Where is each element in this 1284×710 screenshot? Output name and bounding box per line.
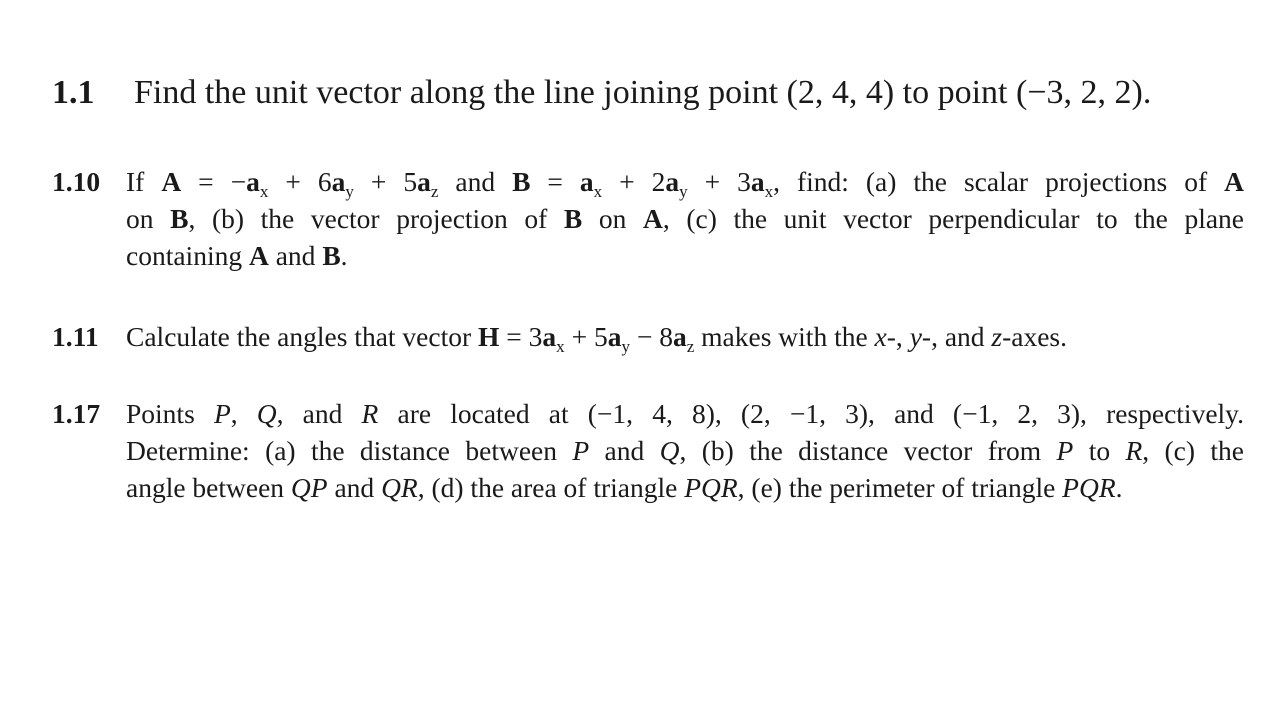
text-fragment: on bbox=[582, 203, 643, 234]
text-fragment: -axes. bbox=[1002, 321, 1068, 352]
plus-three: + 3 bbox=[687, 166, 751, 197]
problem-text bbox=[126, 318, 1244, 355]
problem-line-1 bbox=[126, 318, 1244, 355]
var-y: y bbox=[909, 321, 922, 352]
find-text: , find: (a) the scalar projections of bbox=[773, 166, 1225, 197]
unit-a: a bbox=[542, 321, 557, 352]
problem-statement: Find the unit vector along the line joining point (2, 4, 4) to point (−3, 2, 2). bbox=[134, 74, 1152, 111]
var-x: x bbox=[874, 321, 887, 352]
subscript-z: z bbox=[686, 336, 695, 356]
text-fragment: angle between bbox=[126, 472, 291, 503]
subscript-y: y bbox=[621, 336, 630, 356]
unit-a: a bbox=[246, 166, 260, 197]
text-fragment: and bbox=[589, 435, 660, 466]
text-fragment: Calculate the angles that vector bbox=[126, 321, 479, 352]
problem-line-2 bbox=[126, 200, 1244, 237]
problem-number: 1.17 bbox=[52, 398, 101, 429]
subscript-y: y bbox=[345, 181, 354, 201]
problem-text bbox=[134, 73, 1244, 113]
text-fragment: , (b) the vector projection of bbox=[188, 203, 564, 234]
text-fragment: to bbox=[1073, 435, 1126, 466]
vector-b: B bbox=[512, 166, 531, 197]
subscript-x: x bbox=[259, 181, 269, 201]
vector-b: B bbox=[322, 240, 341, 271]
text-fragment: , (b) the distance vector from bbox=[679, 435, 1057, 466]
plus-two: + 2 bbox=[602, 166, 666, 197]
vector-h: H bbox=[478, 321, 500, 352]
unit-a: a bbox=[607, 321, 622, 352]
vector-b: B bbox=[563, 203, 583, 234]
text-fragment: , (d) the area of triangle bbox=[417, 472, 685, 503]
text-fragment: . bbox=[1115, 472, 1123, 503]
subscript-y: y bbox=[679, 181, 688, 201]
text-fragment: containing bbox=[126, 240, 249, 271]
point-p: P bbox=[213, 398, 231, 429]
problem-number: 1.1 bbox=[52, 74, 95, 111]
problem-line-1 bbox=[126, 395, 1244, 432]
subscript-x: x bbox=[556, 336, 565, 356]
text-fragment: -, and bbox=[921, 321, 992, 352]
triangle-pqr: PQR bbox=[1062, 472, 1116, 503]
word-and: and bbox=[438, 166, 513, 197]
text-fragment: = 3 bbox=[499, 321, 543, 352]
unit-a: a bbox=[750, 166, 765, 197]
text-fragment: , bbox=[230, 398, 257, 429]
unit-a: a bbox=[672, 321, 687, 352]
point-p: P bbox=[572, 435, 590, 466]
text-fragment: -, bbox=[886, 321, 910, 352]
vector-a: A bbox=[1224, 166, 1244, 197]
text-fragment: on bbox=[126, 203, 171, 234]
problem-line-3 bbox=[126, 469, 1244, 506]
vector-a: A bbox=[642, 203, 663, 234]
vector-a: A bbox=[248, 240, 269, 271]
plus-five: + 5 bbox=[353, 166, 418, 197]
text-fragment: , (e) the perimeter of triangle bbox=[737, 472, 1063, 503]
text-fragment: are located at (−1, 4, 8), (2, −1, 3), and (−1, 2, 3), respectively. bbox=[378, 398, 1245, 429]
vector-b: B bbox=[170, 203, 189, 234]
triangle-pqr: PQR bbox=[684, 472, 738, 503]
point-q: Q bbox=[256, 398, 277, 429]
problem-number: 1.11 bbox=[52, 321, 99, 352]
plus-six: + 6 bbox=[268, 166, 332, 197]
problem-line-1 bbox=[126, 163, 1244, 200]
point-r: R bbox=[1125, 435, 1143, 466]
problem-text bbox=[126, 395, 1244, 506]
text-fragment: , and bbox=[276, 398, 362, 429]
unit-a: a bbox=[665, 166, 680, 197]
text-fragment: . bbox=[340, 240, 348, 271]
segment-qr: QR bbox=[381, 472, 418, 503]
point-r: R bbox=[361, 398, 379, 429]
text-fragment: makes with the bbox=[694, 321, 875, 352]
subscript-x: x bbox=[764, 181, 774, 201]
text-fragment: Determine: (a) the distance between bbox=[126, 435, 573, 466]
equals: = bbox=[530, 166, 580, 197]
subscript-x: x bbox=[593, 181, 603, 201]
problem-line-3 bbox=[126, 237, 1244, 274]
unit-a: a bbox=[417, 166, 431, 197]
unit-a: a bbox=[579, 166, 594, 197]
text-fragment: + 5 bbox=[564, 321, 608, 352]
subscript-z: z bbox=[430, 181, 439, 201]
problem-number: 1.10 bbox=[52, 166, 101, 197]
equals-minus: = − bbox=[181, 166, 247, 197]
text-fragment: , (c) the bbox=[1142, 435, 1245, 466]
vector-a: A bbox=[161, 166, 182, 197]
problem-line-2 bbox=[126, 432, 1244, 469]
text-fragment: and bbox=[268, 240, 323, 271]
segment-qp: QP bbox=[290, 472, 328, 503]
problem-text bbox=[126, 163, 1244, 274]
text-fragment: and bbox=[327, 472, 382, 503]
point-p: P bbox=[1056, 435, 1074, 466]
point-q: Q bbox=[659, 435, 680, 466]
text-fragment: Points bbox=[126, 398, 214, 429]
unit-a: a bbox=[331, 166, 346, 197]
text-fragment: , (c) the unit vector perpendicular to the plane bbox=[662, 203, 1244, 234]
var-z: z bbox=[991, 321, 1003, 352]
text-fragment: − 8 bbox=[629, 321, 673, 352]
word-if: If bbox=[126, 166, 145, 197]
